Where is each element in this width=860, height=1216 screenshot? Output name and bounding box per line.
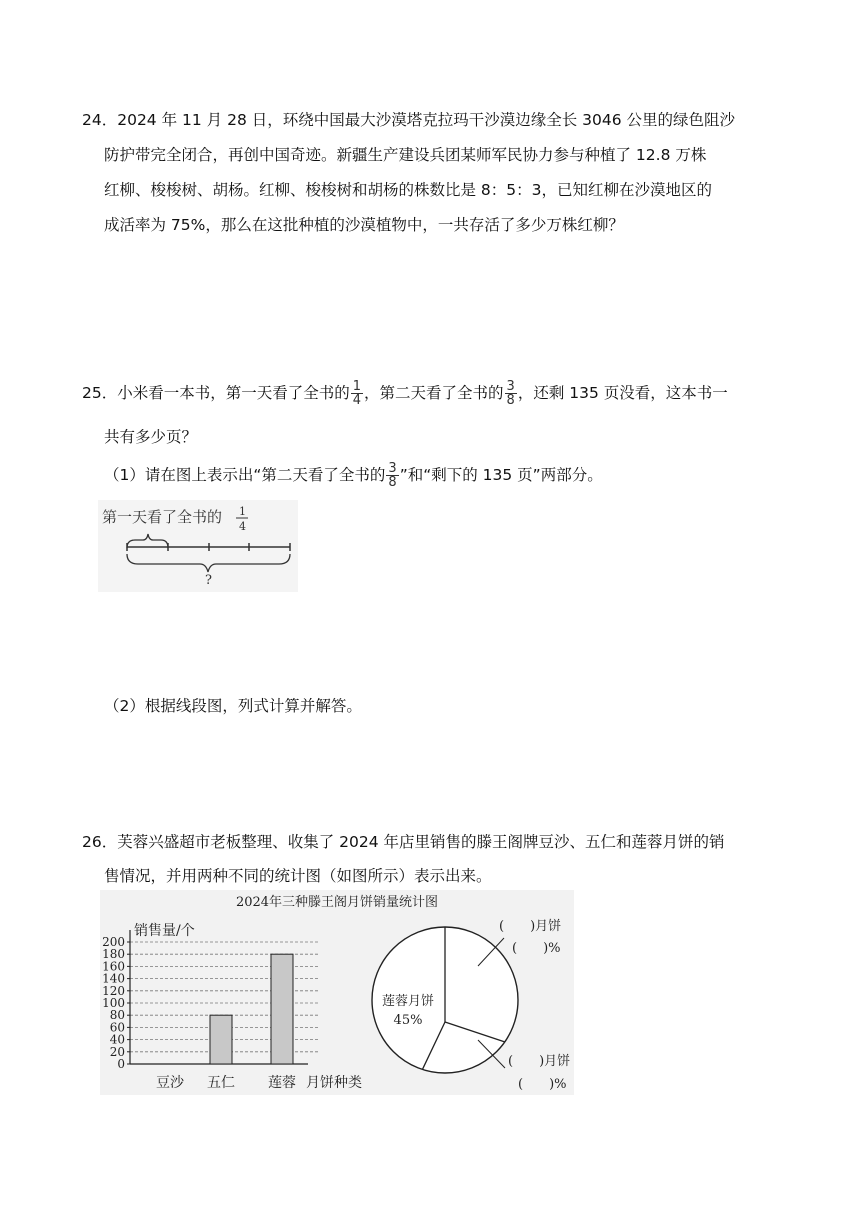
q24-line-3: 红柳、梭梭树、胡杨。红柳、梭梭树和胡杨的株数比是 8：5：3，已知红柳在沙漠地区的 [104, 181, 713, 199]
y-tick-label: 120 [102, 983, 125, 998]
fraction-one-quarter: $\frac{1}{4}$ [352, 379, 362, 408]
y-tick-label: 180 [102, 947, 125, 962]
q25-line-1 [82, 380, 728, 407]
q24-line-2: 防护带完全闭合，再创中国奇迹。新疆生产建设兵团某师军民协力参与种植了 12.8 万株 [104, 146, 707, 164]
x-category-label: 豆沙 [156, 1075, 184, 1091]
diagram-label: 第一天看了全书的 [102, 508, 223, 526]
svg-text:4: 4 [239, 520, 246, 533]
q24-line-4: 成活率为 75%，那么在这批种植的沙漠植物中，一共存活了多少万株红柳？ [104, 216, 624, 234]
pie-bottom-pct: ( )% [518, 1077, 567, 1092]
x-category-label: 莲蓉 [268, 1075, 296, 1091]
x-category-label: 五仁 [207, 1075, 235, 1091]
q25-part2: （2）根据线段图，列式计算并解答。 [104, 697, 362, 715]
pie-center-pct: 45% [393, 1013, 423, 1028]
y-tick-label: 200 [102, 935, 125, 949]
q25-part1 [104, 462, 603, 489]
fraction-three-eighths: $\frac{3}{8}$ [506, 379, 515, 408]
pie-center-name: 莲蓉月饼 [381, 994, 435, 1009]
y-tick-label: 40 [109, 1032, 125, 1047]
q26-line-2: 售情况，并用两种不同的统计图（如图所示）表示出来。 [104, 867, 492, 885]
q25-part1-text-a: （1）请在图上表示出“第二天看了全书的 [104, 466, 386, 484]
y-tick-label: 60 [109, 1020, 125, 1035]
q24-line-1: 24．2024 年 11 月 28 日，环绕中国最大沙漠塔克拉玛干沙漠边缘全长 3046 公里的绿色阻沙 [82, 111, 736, 129]
y-tick-label: 160 [102, 959, 125, 974]
pie-top-pct: ( )% [512, 941, 561, 956]
chart-title: 2024年三种滕王阁月饼销量统计图 [235, 895, 439, 910]
diagram-label-fraction [236, 505, 248, 533]
q25-line-2: 共有多少页？ [104, 428, 198, 446]
mooncake-charts-figure [100, 890, 574, 1095]
q25-text-b: ，第二天看了全书的 [364, 384, 504, 402]
first-day-brace [127, 534, 168, 548]
q25-part1-text-b: ”和“剩下的 135 页”两部分。 [399, 466, 603, 484]
x-axis-label: 月饼种类 [306, 1075, 362, 1091]
q25-text-a: 25．小米看一本书，第一天看了全书的 [82, 384, 350, 402]
fraction-three-eighths-2: $\frac{3}{8}$ [388, 461, 397, 490]
diagram-question-mark: ? [205, 573, 212, 588]
q26-line-1: 26．芙蓉兴盛超市老板整理、收集了 2024 年店里销售的滕王阁牌豆沙、五仁和莲蓉月饼的销 [82, 833, 725, 851]
y-tick-label: 20 [109, 1044, 125, 1059]
svg-text:1: 1 [239, 505, 246, 518]
pie-top-name: ( )月饼 [499, 919, 562, 934]
y-tick-label: 0 [117, 1057, 125, 1071]
y-tick-label: 100 [102, 996, 125, 1010]
whole-book-brace [127, 554, 290, 572]
y-tick-label: 140 [102, 971, 125, 986]
bar [210, 1015, 232, 1064]
bar [271, 954, 293, 1064]
y-axis-label: 销售量/个 [134, 923, 195, 939]
y-tick-label: 80 [109, 1008, 125, 1023]
q25-text-c: ，还剩 135 页没看，这本书一 [517, 384, 728, 402]
line-segment-diagram [98, 500, 298, 592]
pie-bottom-name: ( )月饼 [508, 1054, 571, 1069]
